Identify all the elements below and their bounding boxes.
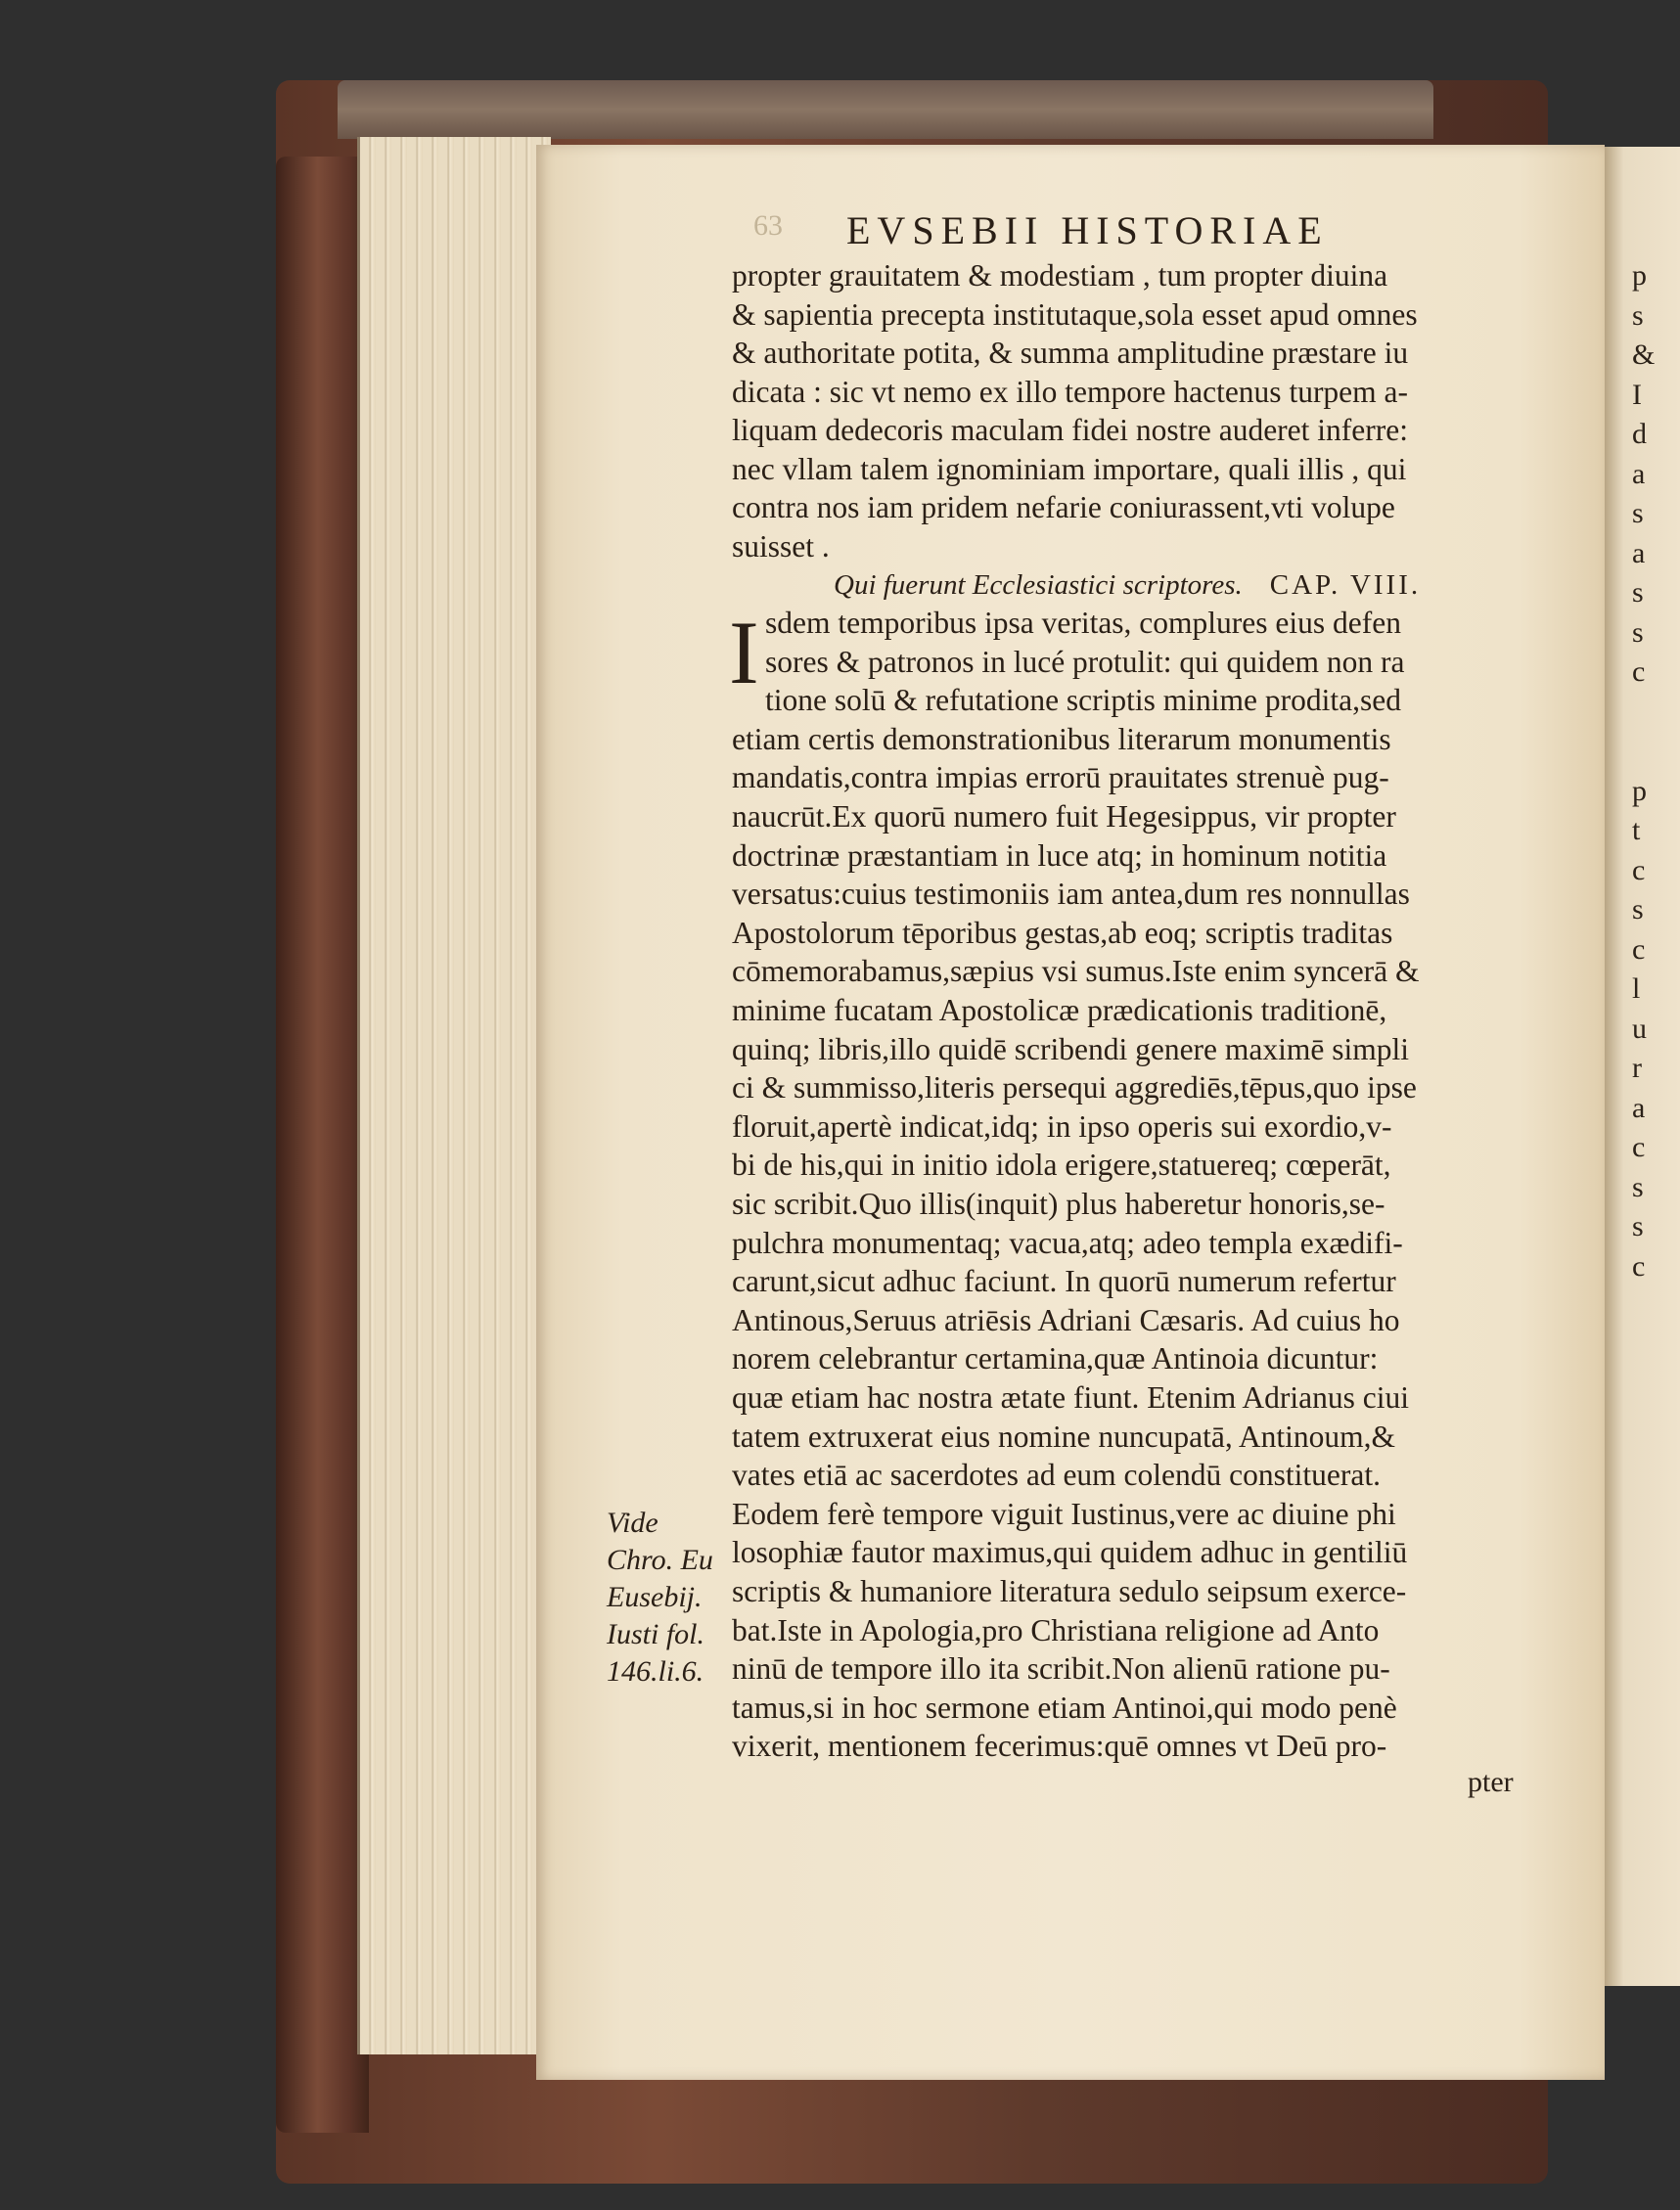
text-line: doctrinæ præstantiam in luce atq; in hominum notitia: [732, 837, 1387, 873]
text-line: quæ etiam hac nostra ætate fiunt. Etenim Adrianus ciui: [732, 1380, 1409, 1415]
text-line: carunt,sicut adhuc faciunt. In quorū numerum refertur: [732, 1264, 1396, 1299]
text-line: & authoritate potita, & summa amplitudine præstare iu: [732, 336, 1409, 370]
text-line: versatus:cuius testimoniis iam antea,dum res nonnullas: [732, 877, 1410, 912]
page-number: 63: [753, 209, 783, 242]
margin-note-line: Chro. Eu: [607, 1544, 713, 1576]
text-line: tione solū & refutatione scriptis minime prodita,sed: [765, 683, 1401, 718]
book-spine: [276, 157, 369, 2133]
text-line: pulchra monumentaq; vacua,atq; adeo templa exædifi-: [732, 1225, 1403, 1260]
text-line: quinq; libris,illo quidē scribendi genere maximē simpli: [732, 1031, 1410, 1066]
text-line: ninū de tempore illo ita scribit.Non alienū ratione pu-: [732, 1651, 1390, 1687]
text-line: bat.Iste in Apologia,pro Christiana religione ad Anto: [732, 1612, 1380, 1647]
text-line: & sapientia precepta institutaque,sola esset apud omnes: [732, 296, 1418, 332]
margin-note-line: Iusti fol.: [607, 1618, 705, 1650]
margin-note-line: Eusebij.: [607, 1581, 703, 1613]
text-line: contra nos iam pridem nefarie coniurassent,vti volupe: [732, 490, 1395, 524]
text-line: suisset .: [732, 528, 830, 564]
text-line: propter grauitatem & modestiam , tum propter diuina: [732, 258, 1388, 293]
text-line: etiam certis demonstrationibus literarum monumentis: [732, 721, 1391, 756]
text-line: minime fucatam Apostolicæ prædicationis traditionē,: [732, 993, 1387, 1027]
text-line: losophiæ fautor maximus,qui quidem adhuc in gentiliū: [732, 1535, 1408, 1570]
text-line: Eodem ferè tempore viguit Iustinus,vere ac diuine phi: [732, 1496, 1396, 1531]
margin-note-line: Vide: [607, 1507, 658, 1539]
text-line: liquam dedecoris maculam fidei nostre auderet inferre:: [732, 413, 1408, 447]
facing-page-text: p s & I d a s a s s c p t c s c l u r a c s s c: [1632, 259, 1656, 1283]
text-line: ci & summisso,literis persequi aggrediēs,tēpus,quo ipse: [732, 1070, 1417, 1105]
text-line: nec vllam talem ignominiam importare, quali illis , qui: [732, 451, 1407, 486]
text-line: sdem temporibus ipsa veritas, complures eius defen: [765, 606, 1401, 640]
text-line: bi de his,qui in initio idola erigere,statuereq; cœperāt,: [732, 1148, 1391, 1183]
text-line: vates etiā ac sacerdotes ad eum colendū constituerat.: [732, 1458, 1381, 1493]
text-line: floruit,apertè indicat,idq; in ipso operis sui exordio,v-: [732, 1108, 1392, 1144]
drop-initial: I: [729, 603, 759, 702]
text-line: dicata : sic vt nemo ex illo tempore hactenus turpem a-: [732, 374, 1409, 409]
text-line: mandatis,contra impias errorū prauitates strenuè pug-: [732, 760, 1389, 795]
chapter-number: CAP. VIII.: [1269, 569, 1422, 601]
text-line: naucrūt.Ex quorū numero fuit Hegesippus, vir propter: [732, 799, 1396, 834]
book-headband: [338, 80, 1433, 139]
chapter-title: Qui fuerunt Ecclesiastici scriptores.: [834, 569, 1243, 601]
text-line: vixerit, mentionem fecerimus:quē omnes vt Deū pro-: [732, 1729, 1387, 1764]
text-line: sores & patronos in lucé protulit: qui quidem non ra: [765, 644, 1405, 679]
text-line: norem celebrantur certamina,quæ Antinoia dicuntur:: [732, 1341, 1379, 1376]
text-line: scriptis & humaniore literatura sedulo seipsum exerce-: [732, 1574, 1407, 1608]
catchword: pter: [1468, 1766, 1514, 1798]
text-line: sic scribit.Quo illis(inquit) plus haberetur honoris,se-: [732, 1187, 1385, 1221]
text-line: Antinous,Seruus atriēsis Adriani Cæsaris. Ad cuius ho: [732, 1302, 1400, 1337]
text-line: cōmemorabamus,sæpius vsi sumus.Iste enim syncerā &: [732, 954, 1420, 989]
running-head: EVSEBII HISTORIAE: [846, 208, 1329, 252]
text-line: tatem extruxerat eius nomine nuncupatā, Antinoum,&: [732, 1419, 1395, 1454]
chapter-heading: [834, 565, 1665, 605]
margin-note-line: 146.li.6.: [607, 1655, 704, 1688]
text-line: Apostolorum tēporibus gestas,ab eoq; scriptis traditas: [732, 915, 1393, 950]
text-line: tamus,si in hoc sermone etiam Antinoi,qui modo penè: [732, 1690, 1397, 1725]
page-stack: [357, 137, 551, 2054]
